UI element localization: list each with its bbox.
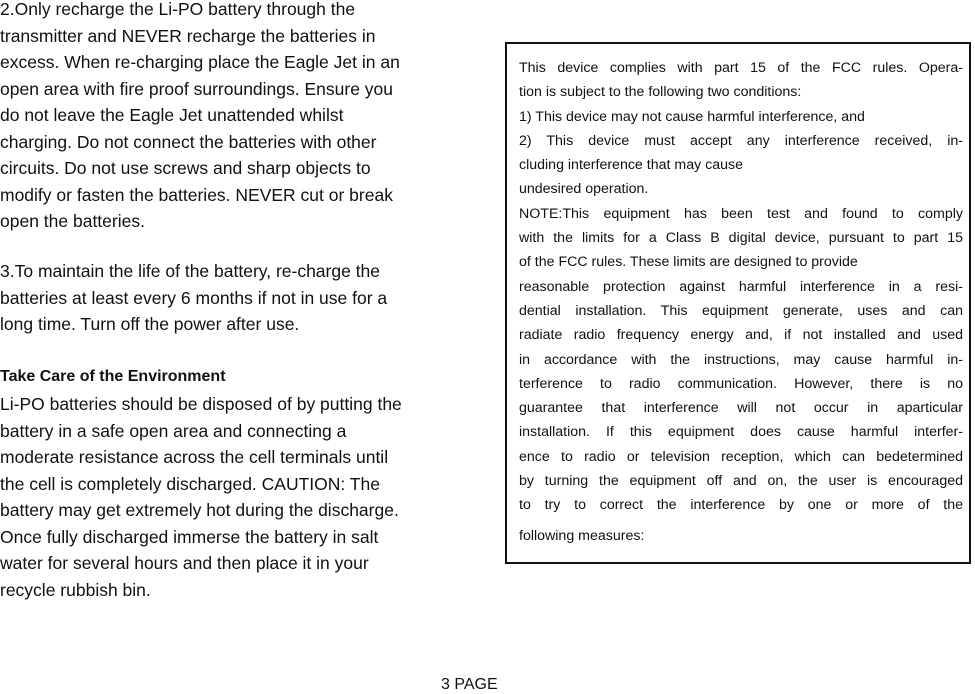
text-line: 3.To maintain the life of the battery, re-charge the bbox=[0, 261, 381, 281]
text-line: excess. When re-charging place the Eagle Jet in an bbox=[0, 52, 400, 72]
text-line: following measures: bbox=[519, 527, 645, 544]
fcc-notice-box bbox=[505, 42, 971, 564]
text-line: modify or fasten the batteries. NEVER cut or break bbox=[0, 184, 393, 205]
text-line: batteries at least every 6 months if not in use for a bbox=[0, 287, 388, 308]
fcc-notice-text bbox=[519, 56, 963, 548]
battery-charging-paragraph bbox=[0, 0, 400, 235]
text-line: long time. Turn off the power after use. bbox=[0, 314, 300, 334]
text-line: moderate resistance across the cell terminals until bbox=[0, 447, 389, 467]
text-line: terference to radio communication. However, there is no bbox=[519, 375, 963, 392]
text-line: tion is subject to the following two conditions: bbox=[519, 84, 802, 101]
environment-paragraph bbox=[0, 391, 402, 603]
text-line: battery may get extremely hot during the discharge. bbox=[0, 500, 399, 520]
text-line: charging. Do not connect the batteries with other bbox=[0, 131, 377, 152]
text-line: 2) This device must accept any interference received, in- bbox=[519, 132, 963, 149]
text-line: water for several hours and then place it in your bbox=[0, 553, 369, 573]
text-line: open area with fire proof surroundings. Ensure you bbox=[0, 78, 394, 99]
text-line: 1) This device may not cause harmful interference, and bbox=[519, 108, 865, 125]
text-line: of the FCC rules. These limits are designed to provide bbox=[519, 254, 858, 271]
text-line: radiate radio frequency energy and, if not installed and used bbox=[519, 327, 963, 344]
text-line: circuits. Do not use screws and sharp objects to bbox=[0, 158, 371, 178]
text-line: guarantee that interference will not occur in aparticular bbox=[519, 400, 963, 417]
text-line: to try to correct the interference by one or more of the bbox=[519, 497, 963, 514]
text-line: battery in a safe open area and connecting a bbox=[0, 420, 347, 441]
text-line: transmitter and NEVER recharge the batteries in bbox=[0, 25, 376, 46]
text-line: reasonable protection against harmful interference in a resi- bbox=[519, 278, 963, 295]
text-line: installation. If this equipment does cause harmful interfer- bbox=[519, 424, 963, 441]
text-line: dential installation. This equipment generate, uses and can bbox=[519, 302, 963, 319]
text-line: do not leave the Eagle Jet unattended whilst bbox=[0, 105, 344, 125]
environment-heading: Take Care of the Environment bbox=[0, 368, 226, 385]
text-line: Once fully discharged immerse the battery in salt bbox=[0, 526, 379, 547]
text-line: with the limits for a Class B digital device, pursuant to part 15 bbox=[519, 230, 963, 247]
text-line: 2.Only recharge the Li-PO battery through the bbox=[0, 0, 356, 19]
text-line: in accordance with the instructions, may cause harmful in- bbox=[519, 351, 963, 368]
text-line: NOTE:This equipment has been test and found to comply bbox=[519, 205, 963, 222]
text-line: Li-PO batteries should be disposed of by putting the bbox=[0, 394, 402, 414]
text-line: This device complies with part 15 of the FCC rules. Opera- bbox=[519, 60, 963, 76]
text-line: the cell is completely discharged. CAUTION: The bbox=[0, 473, 380, 494]
text-line: by turning the equipment off and on, the user is encouraged bbox=[519, 473, 963, 490]
text-line: cluding interference that may cause bbox=[519, 157, 743, 174]
text-line: open the batteries. bbox=[0, 211, 145, 231]
text-line: ence to radio or television reception, which can bedetermined bbox=[519, 448, 963, 465]
page-number: 3 PAGE bbox=[441, 676, 498, 693]
text-line: recycle rubbish bin. bbox=[0, 579, 151, 600]
text-line: undesired operation. bbox=[519, 181, 649, 198]
battery-maintenance-paragraph bbox=[0, 258, 387, 338]
